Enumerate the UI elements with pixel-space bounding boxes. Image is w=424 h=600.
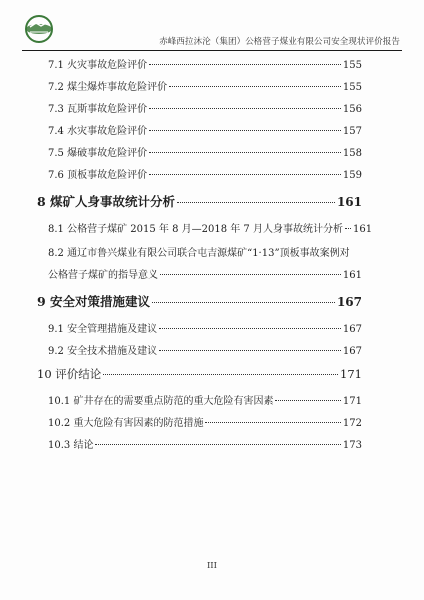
toc-label: 10 评价结论 [37,367,102,381]
toc-page-number: 172 [342,418,362,429]
toc-page-number: 158 [342,148,362,159]
toc-label: 9 安全对策措施建议 [37,294,151,309]
toc-entry-8[interactable] [37,192,362,210]
toc-leader [169,86,341,87]
toc-page-number: 171 [342,396,362,407]
toc-label: 10.1 矿井存在的需要重点防范的重大危险有害因素 [48,396,274,407]
toc-page-number: 173 [342,440,362,451]
toc-label: 7.3 瓦斯事故危险评价 [48,104,148,115]
toc-leader [205,422,340,423]
toc-entry-7-2[interactable] [48,78,362,93]
toc-entry-8-2[interactable] [48,244,362,259]
header-title: 赤峰西拉沐沦（集团）公格营子煤业有限公司安全现状评价报告 [159,37,400,47]
toc-leader [159,328,341,329]
toc-entry-9-1[interactable] [48,320,362,335]
toc-page-number: 159 [342,170,362,181]
toc-leader [103,374,338,375]
toc-entry-7-4[interactable] [48,122,362,137]
toc-leader [177,202,335,203]
company-logo-icon [24,14,54,44]
toc-label: 8.2 通辽市鲁兴煤业有限公司联合屯吉源煤矿“1·13”顶板事故案例对 [48,248,350,259]
toc-page-number: 167 [342,324,362,335]
toc-leader [152,302,335,303]
toc-leader [345,228,351,229]
toc-label: 8 煤矿人身事故统计分析 [37,194,176,209]
page-header [22,10,402,51]
toc-label: 9.1 安全管理措施及建议 [48,324,158,335]
toc-leader [149,108,341,109]
toc-label: 10.2 重大危险有害因素的防范措施 [48,418,204,429]
toc-entry-7-1[interactable] [48,56,362,71]
toc-leader [95,444,340,445]
toc-label: 公格营子煤矿的指导意义 [48,270,158,281]
toc-leader [160,274,341,275]
toc-label: 7.6 顶板事故危险评价 [48,170,148,181]
toc-label: 9.2 安全技术措施及建议 [48,346,158,357]
toc-page-number: 156 [342,104,362,115]
toc-label: 7.5 爆破事故危险评价 [48,148,148,159]
toc-entry-7-3[interactable] [48,100,362,115]
toc-leader [149,174,341,175]
toc-entry-10-1[interactable] [48,392,362,407]
toc-entry-10[interactable] [37,366,362,382]
toc-entry-9-2[interactable] [48,342,362,357]
toc-entry-8-1[interactable] [48,220,373,235]
toc-label: 7.2 煤尘爆炸事故危险评价 [48,82,168,93]
toc-label: 7.1 火灾事故危险评价 [48,60,148,71]
toc-entry-7-6[interactable] [48,166,362,181]
toc-entry-10-2[interactable] [48,414,362,429]
toc-page-number: 167 [336,295,362,309]
toc-page-number: 161 [352,224,373,235]
toc-page-number: 155 [342,60,362,71]
toc-leader [275,400,340,401]
toc-label: 10.3 结论 [48,440,94,451]
toc-label: 7.4 水灾事故危险评价 [48,126,148,137]
toc-leader [159,350,341,351]
toc-page-number: 157 [342,126,362,137]
toc-entry-8-2-continued[interactable] [48,266,362,281]
toc-entry-9[interactable] [37,292,362,310]
toc-leader [149,64,341,65]
page-number: III [206,561,218,571]
toc-leader [149,152,341,153]
toc-page-number: 171 [340,367,362,381]
toc-entry-7-5[interactable] [48,144,362,159]
toc-entry-10-3[interactable] [48,436,362,451]
toc-leader [149,130,341,131]
toc-page-number: 167 [342,346,362,357]
toc-page-number: 155 [342,82,362,93]
toc-label: 8.1 公格营子煤矿 2015 年 8 月—2018 年 7 月人身事故统计分析 [48,224,343,235]
toc-page-number: 161 [342,270,362,281]
toc-page-number: 161 [336,195,362,209]
